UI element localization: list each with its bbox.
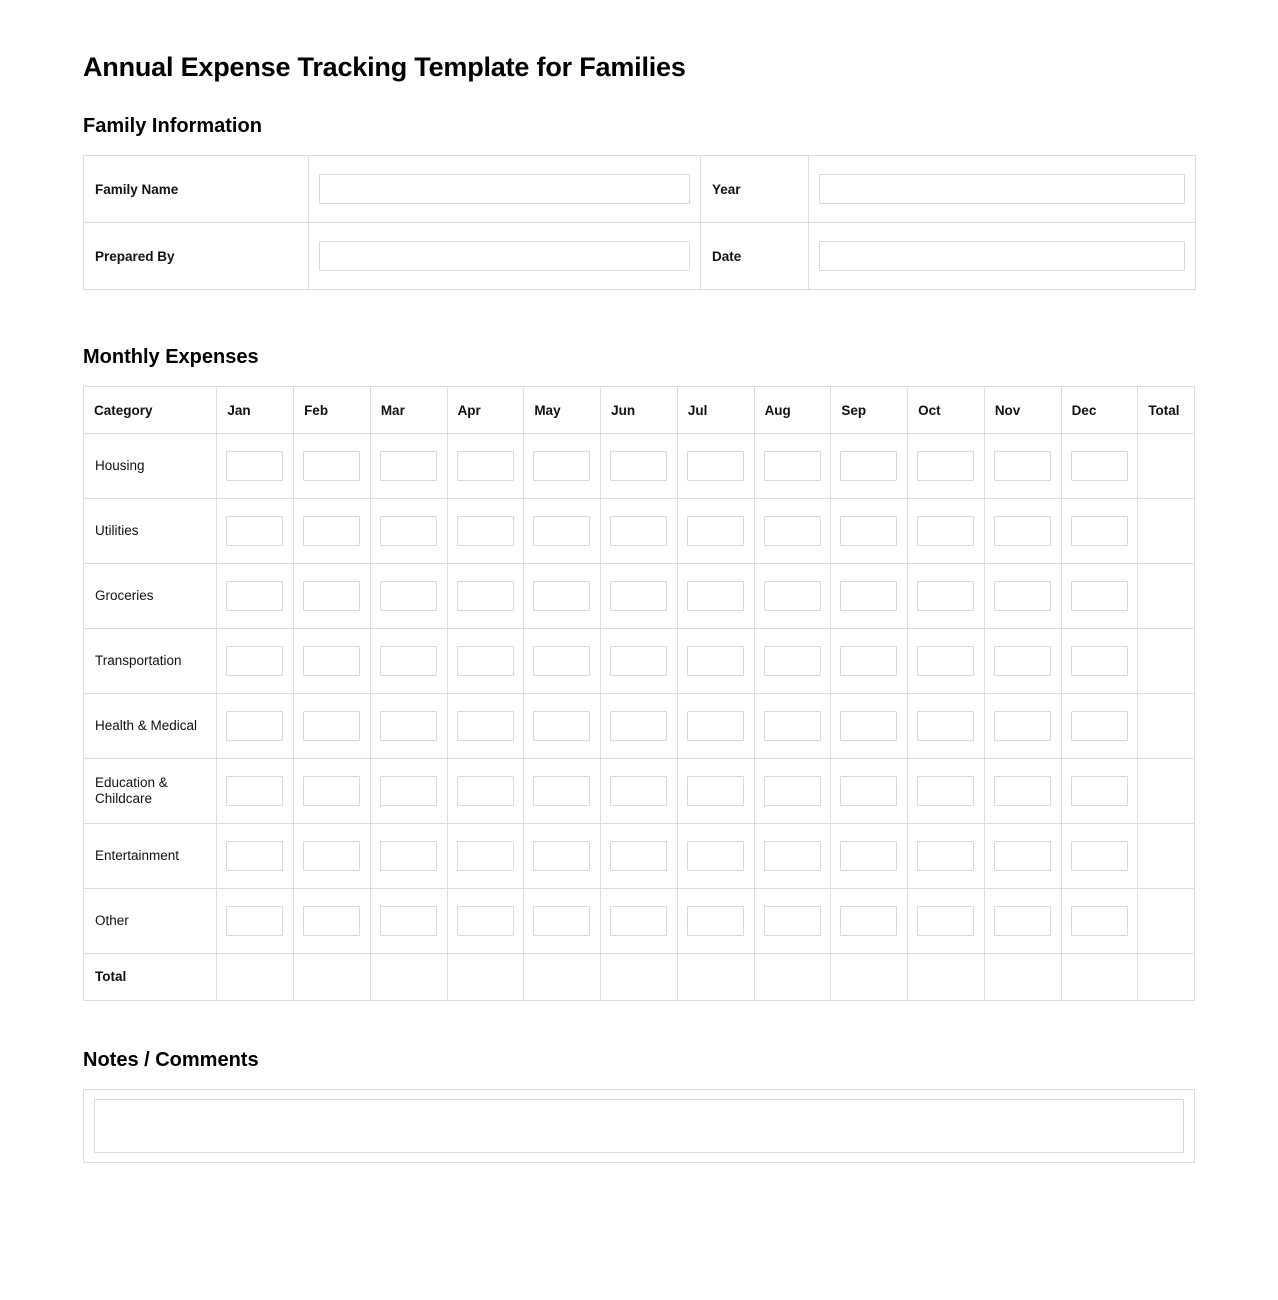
expense-cell [217,564,294,629]
category-label: Other [84,889,217,954]
expense-input-oct[interactable] [917,711,974,741]
expense-input-apr[interactable] [457,516,514,546]
expense-input-may[interactable] [533,646,590,676]
expense-cell [754,629,831,694]
expense-cell [908,629,985,694]
expense-input-may[interactable] [533,711,590,741]
expense-cell [294,434,371,499]
grand-total-cell [1138,954,1195,1001]
expense-input-dec[interactable] [1071,646,1128,676]
category-label: Education & Childcare [84,759,217,824]
expense-cell [370,564,447,629]
table-row [84,1090,1195,1163]
expense-cell [984,434,1061,499]
category-label: Health & Medical [84,694,217,759]
expense-input-jan[interactable] [226,451,283,481]
date-input[interactable] [819,241,1185,271]
expense-cell [754,889,831,954]
section-title-notes: Notes / Comments [83,1049,259,1072]
expense-input-mar[interactable] [380,581,437,611]
expense-input-jun[interactable] [610,841,667,871]
expense-cell [447,694,524,759]
expense-cell [294,499,371,564]
table-row [84,434,1195,499]
notes-textarea[interactable] [94,1099,1184,1153]
column-header-feb: Feb [294,387,371,434]
expense-cell [1061,824,1138,889]
expense-input-jul[interactable] [687,516,744,546]
expense-cell [984,824,1061,889]
expense-input-sep[interactable] [840,451,897,481]
row-total-cell [1138,824,1195,889]
expense-cell [447,759,524,824]
expense-cell [984,499,1061,564]
section-title-monthly-expenses: Monthly Expenses [83,346,259,369]
column-header-apr: Apr [447,387,524,434]
expense-input-may[interactable] [533,906,590,936]
table-row [84,223,1196,290]
table-header-row [84,387,1195,434]
column-header-jan: Jan [217,387,294,434]
expense-input-feb[interactable] [303,841,360,871]
expense-cell [831,889,908,954]
expense-input-jul[interactable] [687,581,744,611]
expense-cell [1061,499,1138,564]
year-cell [809,156,1196,223]
expense-input-jan[interactable] [226,841,283,871]
family-name-label: Family Name [84,156,309,223]
expense-input-apr[interactable] [457,906,514,936]
expense-cell [908,824,985,889]
expense-input-jan[interactable] [226,776,283,806]
row-total-cell [1138,499,1195,564]
expense-input-jul[interactable] [687,711,744,741]
expense-input-jul[interactable] [687,646,744,676]
total-cell [447,954,524,1001]
expense-cell [294,889,371,954]
expense-input-mar[interactable] [380,841,437,871]
expense-input-jun[interactable] [610,451,667,481]
expense-cell [524,629,601,694]
expense-cell [677,759,754,824]
column-header-category: Category [84,387,217,434]
column-header-oct: Oct [908,387,985,434]
expense-cell [524,889,601,954]
expense-input-dec[interactable] [1071,841,1128,871]
expense-cell [370,499,447,564]
expense-cell [831,759,908,824]
expense-input-sep[interactable] [840,776,897,806]
expense-input-dec[interactable] [1071,516,1128,546]
expense-cell [370,824,447,889]
expense-input-may[interactable] [533,776,590,806]
monthly-expenses-table [83,386,1195,1001]
expense-cell [831,499,908,564]
expense-cell [984,694,1061,759]
expense-input-may[interactable] [533,451,590,481]
expense-input-jun[interactable] [610,711,667,741]
category-label: Groceries [84,564,217,629]
total-cell [677,954,754,1001]
expense-cell [524,824,601,889]
expense-input-mar[interactable] [380,646,437,676]
expense-cell [908,564,985,629]
expense-input-aug[interactable] [764,776,821,806]
expense-input-jan[interactable] [226,711,283,741]
expense-input-nov[interactable] [994,516,1051,546]
expense-cell [1061,759,1138,824]
expense-input-jan[interactable] [226,906,283,936]
row-total-cell [1138,694,1195,759]
expense-cell [677,694,754,759]
expense-cell [370,694,447,759]
total-cell [908,954,985,1001]
expense-input-dec[interactable] [1071,711,1128,741]
total-cell [1061,954,1138,1001]
expense-cell [294,629,371,694]
expense-input-jan[interactable] [226,581,283,611]
expense-input-mar[interactable] [380,451,437,481]
expense-input-jun[interactable] [610,776,667,806]
expense-input-dec[interactable] [1071,906,1128,936]
expense-input-nov[interactable] [994,581,1051,611]
expense-cell [601,564,678,629]
expense-cell [677,564,754,629]
total-cell [754,954,831,1001]
expense-cell [601,889,678,954]
expense-cell [524,434,601,499]
column-header-aug: Aug [754,387,831,434]
expense-cell [984,629,1061,694]
expense-input-jan[interactable] [226,646,283,676]
expense-input-mar[interactable] [380,711,437,741]
row-total-cell [1138,759,1195,824]
total-cell [831,954,908,1001]
expense-input-nov[interactable] [994,776,1051,806]
expense-cell [217,629,294,694]
family-information-table [83,155,1196,290]
table-row [84,694,1195,759]
expense-input-dec[interactable] [1071,776,1128,806]
prepared-by-input[interactable] [319,241,690,271]
expense-cell [370,434,447,499]
expense-input-apr[interactable] [457,841,514,871]
expense-input-aug[interactable] [764,841,821,871]
expense-cell [831,434,908,499]
row-total-cell [1138,629,1195,694]
expense-input-dec[interactable] [1071,581,1128,611]
row-total-cell [1138,434,1195,499]
expense-cell [1061,564,1138,629]
category-label: Housing [84,434,217,499]
expense-input-mar[interactable] [380,516,437,546]
column-header-mar: Mar [370,387,447,434]
column-header-dec: Dec [1061,387,1138,434]
expense-cell [677,824,754,889]
total-cell [294,954,371,1001]
expense-input-oct[interactable] [917,841,974,871]
total-cell [217,954,294,1001]
expense-input-apr[interactable] [457,776,514,806]
expense-input-nov[interactable] [994,841,1051,871]
expense-cell [524,499,601,564]
expense-cell [447,499,524,564]
expense-cell [677,434,754,499]
expense-cell [524,759,601,824]
expense-cell [1061,434,1138,499]
expense-input-apr[interactable] [457,451,514,481]
expense-cell [908,434,985,499]
expense-input-oct[interactable] [917,646,974,676]
total-cell [984,954,1061,1001]
expense-input-nov[interactable] [994,646,1051,676]
expense-cell [754,499,831,564]
expense-cell [908,889,985,954]
expense-input-sep[interactable] [840,646,897,676]
table-row [84,889,1195,954]
table-row [84,564,1195,629]
expense-input-jul[interactable] [687,451,744,481]
expense-cell [908,499,985,564]
expense-input-oct[interactable] [917,451,974,481]
expense-cell [370,629,447,694]
expense-input-apr[interactable] [457,581,514,611]
expense-input-apr[interactable] [457,646,514,676]
expense-cell [754,759,831,824]
notes-cell [84,1090,1195,1163]
expense-input-oct[interactable] [917,516,974,546]
expense-input-oct[interactable] [917,581,974,611]
expense-cell [754,694,831,759]
expense-input-mar[interactable] [380,906,437,936]
expense-cell [601,499,678,564]
total-cell [601,954,678,1001]
expense-cell [370,889,447,954]
expense-input-aug[interactable] [764,516,821,546]
table-row [84,629,1195,694]
expense-cell [1061,889,1138,954]
expense-input-sep[interactable] [840,516,897,546]
year-input[interactable] [819,174,1185,204]
expense-cell [447,889,524,954]
prepared-by-cell [309,223,701,290]
expense-cell [217,499,294,564]
expense-input-oct[interactable] [917,906,974,936]
expense-input-may[interactable] [533,841,590,871]
expense-cell [831,824,908,889]
expense-input-sep[interactable] [840,906,897,936]
date-label: Date [701,223,809,290]
expense-input-jun[interactable] [610,581,667,611]
expense-input-sep[interactable] [840,581,897,611]
expense-input-feb[interactable] [303,776,360,806]
expense-input-feb[interactable] [303,451,360,481]
expense-cell [294,824,371,889]
expense-cell [754,564,831,629]
table-row [84,824,1195,889]
category-label: Utilities [84,499,217,564]
expense-cell [524,564,601,629]
expense-cell [447,629,524,694]
column-header-total: Total [1138,387,1195,434]
table-row [84,499,1195,564]
expense-cell [984,564,1061,629]
expense-input-jul[interactable] [687,906,744,936]
expense-cell [294,759,371,824]
expense-input-nov[interactable] [994,711,1051,741]
row-total-cell [1138,889,1195,954]
expense-input-feb[interactable] [303,516,360,546]
expense-cell [217,759,294,824]
table-total-row [84,954,1195,1001]
family-name-cell [309,156,701,223]
expense-input-feb[interactable] [303,906,360,936]
expense-cell [601,824,678,889]
expense-cell [447,824,524,889]
total-row-label: Total [84,954,217,1001]
expense-input-aug[interactable] [764,451,821,481]
expense-input-aug[interactable] [764,581,821,611]
expense-input-feb[interactable] [303,646,360,676]
expense-cell [677,499,754,564]
column-header-may: May [524,387,601,434]
expense-input-apr[interactable] [457,711,514,741]
column-header-jul: Jul [677,387,754,434]
expense-input-aug[interactable] [764,646,821,676]
expense-input-may[interactable] [533,516,590,546]
expense-cell [677,889,754,954]
section-title-family-information: Family Information [83,115,262,138]
expense-cell [1061,629,1138,694]
expense-input-jun[interactable] [610,906,667,936]
expense-input-feb[interactable] [303,581,360,611]
expense-input-may[interactable] [533,581,590,611]
expense-input-jul[interactable] [687,841,744,871]
expense-input-feb[interactable] [303,711,360,741]
expense-cell [677,629,754,694]
expense-cell [370,759,447,824]
expense-cell [601,694,678,759]
expense-cell [831,629,908,694]
expense-cell [831,564,908,629]
expense-cell [1061,694,1138,759]
expense-input-nov[interactable] [994,906,1051,936]
expense-input-dec[interactable] [1071,451,1128,481]
table-row [84,759,1195,824]
expense-input-nov[interactable] [994,451,1051,481]
expense-cell [908,759,985,824]
expense-input-jan[interactable] [226,516,283,546]
table-row [84,156,1196,223]
column-header-jun: Jun [601,387,678,434]
expense-cell [984,889,1061,954]
expense-cell [447,564,524,629]
family-name-input[interactable] [319,174,690,204]
expense-input-jul[interactable] [687,776,744,806]
column-header-nov: Nov [984,387,1061,434]
category-label: Entertainment [84,824,217,889]
notes-table [83,1089,1195,1163]
expense-input-sep[interactable] [840,841,897,871]
prepared-by-label: Prepared By [84,223,309,290]
year-label: Year [701,156,809,223]
date-cell [809,223,1196,290]
expense-cell [217,694,294,759]
row-total-cell [1138,564,1195,629]
expense-input-sep[interactable] [840,711,897,741]
expense-cell [524,694,601,759]
expense-cell [601,629,678,694]
expense-input-aug[interactable] [764,711,821,741]
expense-cell [754,434,831,499]
category-label: Transportation [84,629,217,694]
expense-input-jun[interactable] [610,646,667,676]
expense-cell [294,694,371,759]
expense-cell [294,564,371,629]
column-header-sep: Sep [831,387,908,434]
expense-cell [601,759,678,824]
expense-cell [217,824,294,889]
expense-cell [217,889,294,954]
expense-input-aug[interactable] [764,906,821,936]
expense-cell [831,694,908,759]
expense-input-jun[interactable] [610,516,667,546]
expense-cell [447,434,524,499]
expense-input-mar[interactable] [380,776,437,806]
expense-cell [754,824,831,889]
total-cell [370,954,447,1001]
expense-cell [908,694,985,759]
page-title: Annual Expense Tracking Template for Families [83,52,686,82]
expense-input-oct[interactable] [917,776,974,806]
expense-cell [217,434,294,499]
expense-cell [601,434,678,499]
total-cell [524,954,601,1001]
expense-cell [984,759,1061,824]
